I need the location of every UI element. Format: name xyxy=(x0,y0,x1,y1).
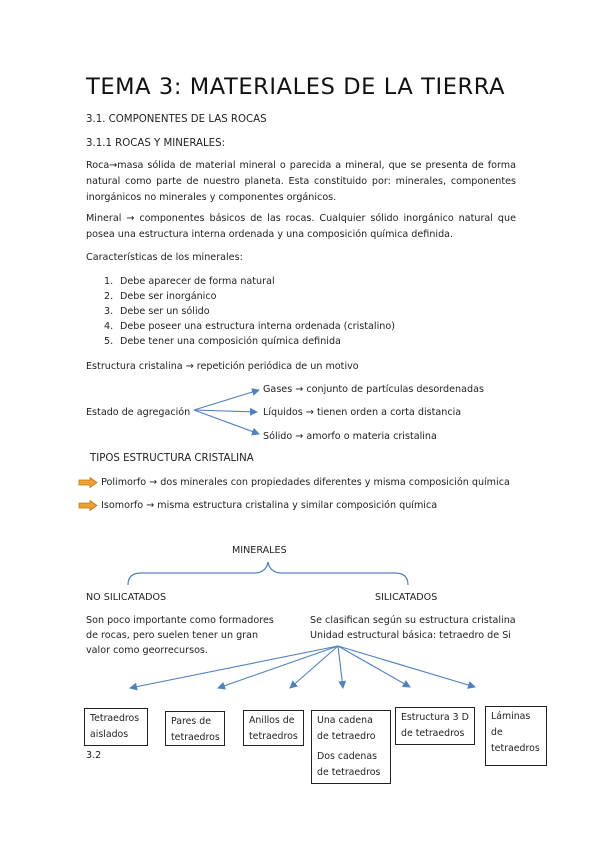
box-line: Tetraedros xyxy=(90,713,140,724)
roca-paragraph: Roca→masa sólida de material mineral o parecida a mineral, que se presenta de forma natural como parte de nuestro planeta. Esta constituido por: minerales, componentes inorgánicos no minerales y componentes orgánicos. xyxy=(86,160,516,203)
arrow-to-liquidos xyxy=(194,410,257,412)
no-silicatados-label: NO SILICATADOS xyxy=(86,592,167,603)
no-silicatados-line: de rocas, pero suelen tener un gran xyxy=(86,630,259,641)
box-line: tetraedros xyxy=(491,743,540,754)
box-tetraedros-aislados xyxy=(84,708,148,746)
box-line: Láminas xyxy=(491,711,531,722)
silicatados-label: SILICATADOS xyxy=(375,592,438,603)
arrow-to-3d xyxy=(338,646,410,687)
arrow-to-gases xyxy=(194,390,259,410)
box-laminas-tetraedros xyxy=(485,706,547,766)
list-text: Debe ser un sólido xyxy=(120,306,210,317)
no-silicatados-line: Son poco importante como formadores xyxy=(86,615,274,626)
box-line: Anillos de xyxy=(249,715,295,726)
box-line: Estructura 3 D xyxy=(401,712,469,723)
box-anillos-tetraedros xyxy=(243,710,304,746)
minerales-brace xyxy=(128,562,408,585)
box-line: Pares de xyxy=(171,716,211,727)
box-line: de tetraedro xyxy=(317,731,376,742)
box-line: de tetraedros xyxy=(401,728,465,739)
silicatados-arrows xyxy=(130,646,475,688)
polimorfo-text: Polimorfo → dos minerales con propiedades diferentes y misma composición química xyxy=(101,477,510,488)
box-line: aislados xyxy=(90,729,129,740)
mineral-paragraph: Mineral → componentes básicos de las rocas. Cualquier sólido inorgánico natural que posea una estructura interna ordenada y una composición química definida. xyxy=(86,213,516,240)
box-cadenas-tetraedros xyxy=(311,710,391,784)
silicatados-line: Se clasifican según su estructura cristalina xyxy=(310,615,516,626)
arrow-to-solido xyxy=(194,410,259,434)
list-text: Debe ser inorgánico xyxy=(120,291,217,302)
estado-solido: Sólido → amorfo o materia cristalina xyxy=(263,431,437,442)
caracteristicas-heading: Características de los minerales: xyxy=(86,252,243,263)
list-text: Debe tener una composición química definida xyxy=(120,336,341,347)
isomorfo-text: Isomorfo → misma estructura cristalina y similar composición química xyxy=(101,500,438,511)
box-pares-tetraedros xyxy=(165,711,225,746)
list-number: 5. xyxy=(104,336,114,347)
subsection-heading: 3.1.1 ROCAS Y MINERALES: xyxy=(86,138,226,149)
list-number: 1. xyxy=(104,276,114,287)
tipos-heading: TIPOS ESTRUCTURA CRISTALINA xyxy=(90,453,254,464)
silicatados-line: Unidad estructural básica: tetraedro de Si xyxy=(310,630,511,641)
list-number: 2. xyxy=(104,291,114,302)
section-heading: 3.1. COMPONENTES DE LAS ROCAS xyxy=(86,114,267,125)
estado-arrows xyxy=(194,390,259,434)
no-silicatados-line: valor como georrecursos. xyxy=(86,645,208,656)
estado-liquidos: Líquidos → tienen orden a corta distancia xyxy=(263,407,462,418)
box-line: tetraedros xyxy=(249,731,298,742)
estructura-cristalina-line: Estructura cristalina → repetición periódica de un motivo xyxy=(86,361,359,372)
page-title: TEMA 3: MATERIALES DE LA TIERRA xyxy=(86,74,506,100)
section-3-2: 3.2 xyxy=(86,750,102,761)
estado-gases: Gases → conjunto de partículas desordenadas xyxy=(263,384,484,395)
arrow-to-anillos xyxy=(290,646,338,688)
list-number: 3. xyxy=(104,306,114,317)
box-estructura-3d xyxy=(395,707,475,745)
arrow-to-laminas xyxy=(338,646,475,687)
list-text: Debe aparecer de forma natural xyxy=(120,276,275,287)
box-line: de tetraedros xyxy=(317,767,381,778)
box-line: Una cadena xyxy=(317,715,373,726)
box-line: Dos cadenas xyxy=(317,751,378,762)
box-line: de xyxy=(491,727,503,738)
estado-label: Estado de agregación xyxy=(86,407,191,418)
list-number: 4. xyxy=(104,321,114,332)
minerales-heading: MINERALES xyxy=(232,545,287,556)
box-line: tetraedros xyxy=(171,732,220,743)
list-text: Debe poseer una estructura interna ordenada (cristalino) xyxy=(120,321,395,332)
arrow-to-cadenas xyxy=(338,646,343,688)
arrow-to-aislados xyxy=(130,646,338,688)
